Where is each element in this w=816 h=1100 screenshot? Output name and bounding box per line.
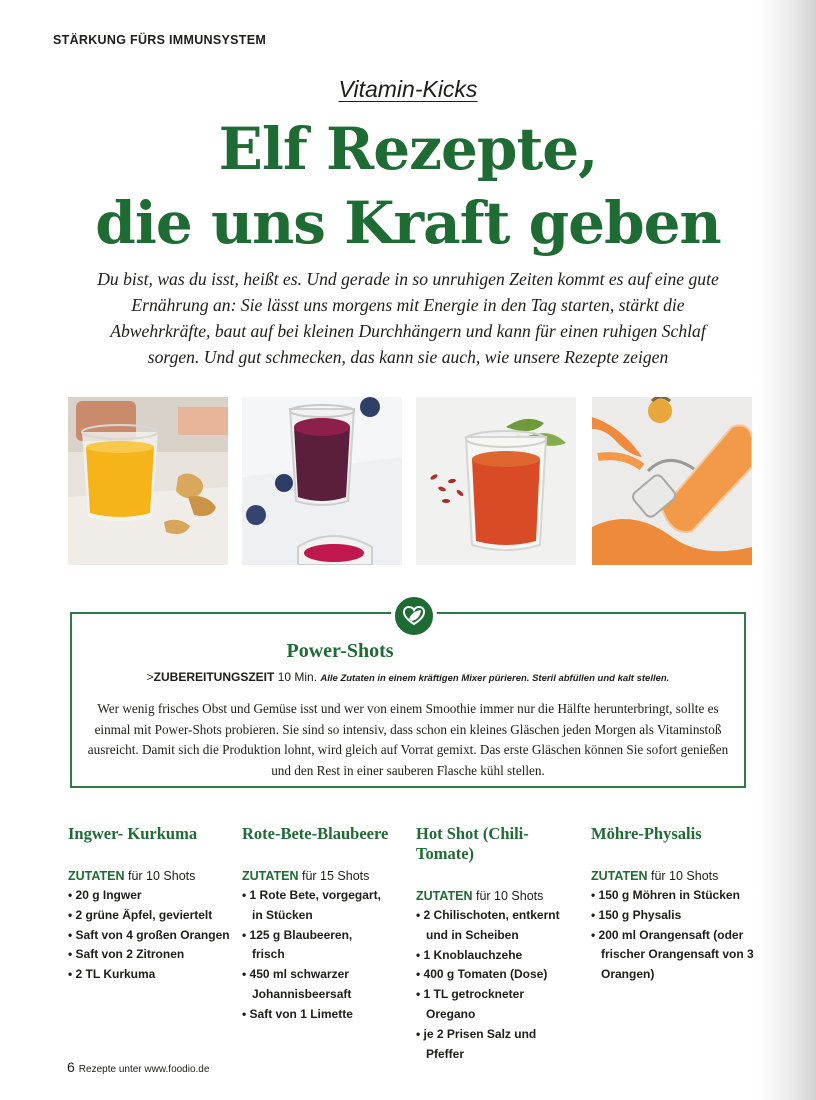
ingredients-label: ZUTATEN xyxy=(591,869,648,883)
recipe-title: Ingwer- Kurkuma xyxy=(68,824,198,843)
prep-note: Alle Zutaten in einem kräftigen Mixer pürieren. Steril abfüllen und kalt stellen. xyxy=(320,673,670,684)
prep-prefix: > xyxy=(146,670,154,684)
recipe-ingwer-kurkuma xyxy=(68,824,248,985)
section-label: STÄRKUNG FÜRS IMMUNSYSTEM xyxy=(53,33,267,47)
ingredient-item: • Saft von 1 Limette xyxy=(242,1005,384,1025)
recipe-title: Rote-Bete-Blaubeere xyxy=(242,824,389,843)
ingredient-list xyxy=(591,886,759,985)
recipe-yield: für 10 Shots xyxy=(475,889,544,903)
ingredient-item: • 2 TL Kurkuma xyxy=(68,965,248,985)
footer-link-text: Rezepte unter www.foodio.de xyxy=(78,1064,210,1075)
ingredients-heading xyxy=(242,866,402,886)
ingredients-label: ZUTATEN xyxy=(242,869,299,883)
headline-line-1: Elf Rezepte, xyxy=(218,115,598,183)
ingredient-item: • 150 g Möhren in Stücken xyxy=(591,886,759,906)
carrot-physalis-bottle-photo xyxy=(592,397,752,565)
ingredients-heading xyxy=(416,886,586,906)
recipe-title: Möhre-Physalis xyxy=(591,824,702,843)
article-kicker: Vitamin-Kicks xyxy=(338,76,478,102)
ingredient-item: • je 2 Prisen Salz und Pfeffer xyxy=(416,1025,566,1065)
box-title: Power-Shots xyxy=(286,640,394,662)
ingredient-item: • Saft von 4 großen Orangen xyxy=(68,926,248,946)
ingredient-item: • 125 g Blaubeeren, frisch xyxy=(242,926,384,966)
ingredient-item: • 1 TL getrockneter Oregano xyxy=(416,985,566,1025)
page-footer xyxy=(67,1059,209,1075)
page-number: 6 xyxy=(67,1059,75,1075)
ingredient-item: • 20 g Ingwer xyxy=(68,886,248,906)
ingredients-label: ZUTATEN xyxy=(416,889,473,903)
ingredient-list xyxy=(242,886,384,1025)
ingredient-list xyxy=(416,906,566,1064)
headline xyxy=(0,112,816,260)
box-body: Wer wenig frisches Obst und Gemüse isst und wer von einem Smoothie immer nur die Hälfte herunterbringt, sollte es einmal mit Power-Shots probieren. Sie sind so intensiv, dass schon ein kleines Gläschen jeden Morgen als Vitaminstoß ausreicht. Damit sich die Produktion lohnt, wird gleich auf Vorrat gemixt. Das erste Gläschen können Sie sofort genießen und den Rest in einer sauberen Flasche kühl stellen. xyxy=(87,701,729,778)
ingredient-item: • 2 Chilischoten, entkernt und in Scheiben xyxy=(416,906,566,946)
ingredient-item: • 450 ml schwarzer Johannisbeersaft xyxy=(242,965,384,1005)
ingredient-item: • 2 grüne Äpfel, geviertelt xyxy=(68,906,248,926)
recipe-hot-shot xyxy=(416,824,586,1064)
recipe-yield: für 10 Shots xyxy=(650,869,719,883)
ginger-turmeric-shot-photo xyxy=(68,397,228,565)
ingredient-item: • 1 Rote Bete, vorgegart, in Stücken xyxy=(242,886,384,926)
prep-time-line xyxy=(0,670,816,684)
chili-tomato-shot-photo xyxy=(416,397,576,565)
ingredient-item: • 400 g Tomaten (Dose) xyxy=(416,965,566,985)
prep-time: 10 Min. xyxy=(277,670,318,684)
ingredient-item: • 150 g Physalis xyxy=(591,906,759,926)
recipe-rote-bete-blaubeere xyxy=(242,824,402,1025)
beetroot-blueberry-shot-photo xyxy=(242,397,402,565)
prep-label: ZUBEREITUNGSZEIT xyxy=(153,670,275,684)
ingredients-label: ZUTATEN xyxy=(68,869,125,883)
recipe-yield: für 15 Shots xyxy=(301,869,370,883)
headline-line-2: die uns Kraft geben xyxy=(95,189,721,258)
ingredient-item: • 200 ml Orangensaft (oder frischer Orangensaft von 3 Orangen) xyxy=(591,926,759,985)
leaf-heart-icon xyxy=(391,593,437,639)
recipe-title: Hot Shot (Chili-Tomate) xyxy=(416,824,529,863)
intro-paragraph: Du bist, was du isst, heißt es. Und gerade in so unruhigen Zeiten kommt es auf eine gute Ernährung an: Sie lässt uns morgens mit Energie in den Tag starten, stärkt die Abwehrkräfte, baut auf bei kleinen Durchhängern und kann für einen ruhigen Schlaf sorgen. Und gut schmecken, das kann sie auch, wie unsere Rezepte zeigen xyxy=(97,269,719,367)
ingredient-list xyxy=(68,886,248,985)
ingredients-heading xyxy=(68,866,248,886)
ingredient-item: • 1 Knoblauchzehe xyxy=(416,946,566,966)
recipe-moehre-physalis xyxy=(591,824,761,985)
ingredients-heading xyxy=(591,866,761,886)
recipe-yield: für 10 Shots xyxy=(127,869,196,883)
ingredient-item: • Saft von 2 Zitronen xyxy=(68,945,248,965)
